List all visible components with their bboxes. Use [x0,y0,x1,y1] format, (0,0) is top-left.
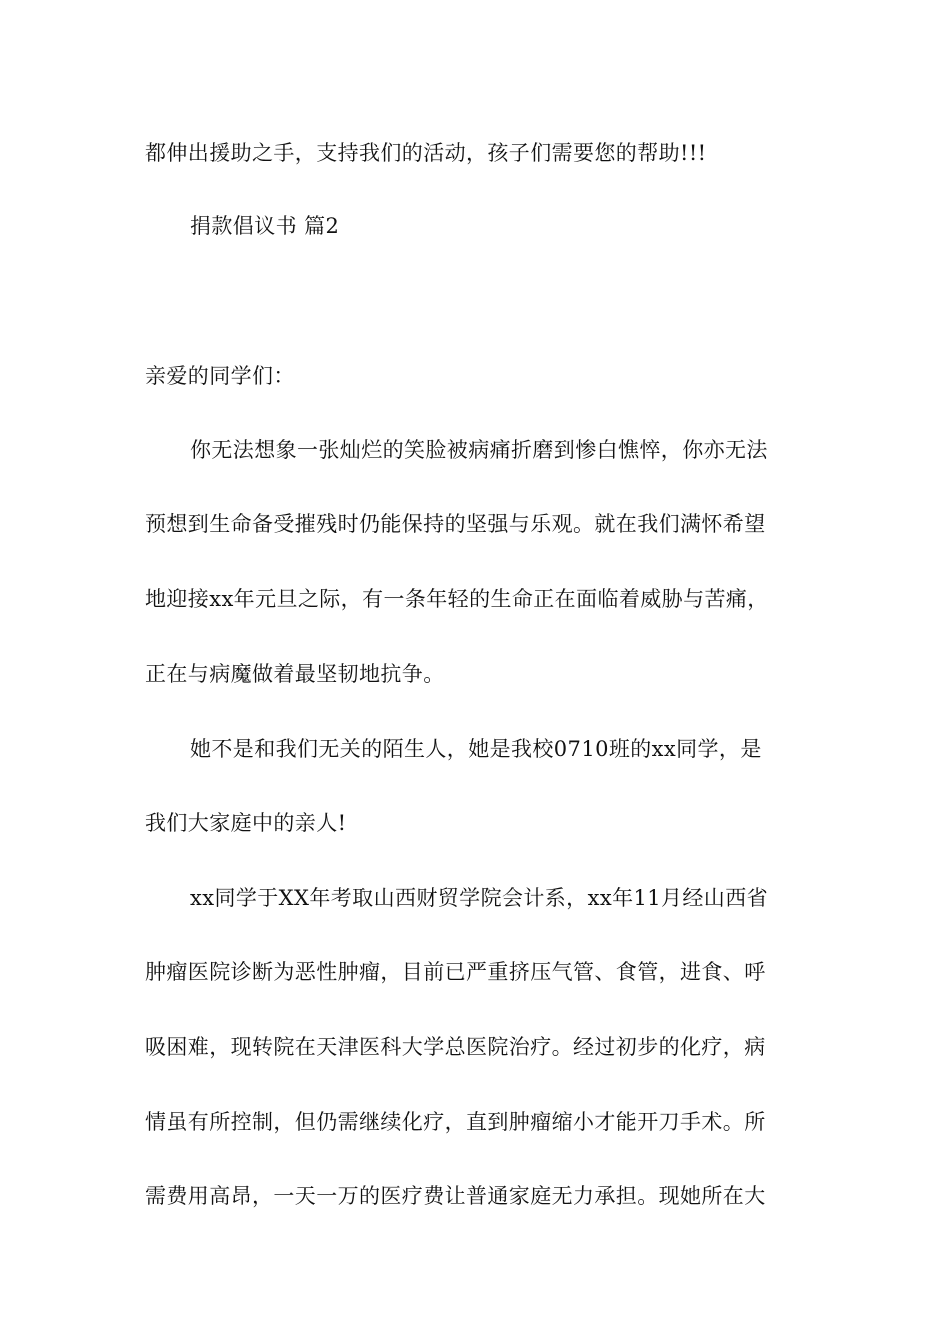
paragraph-line: 需费用高昂，一天一万的医疗费让普通家庭无力承担。现她所在大 [145,1184,766,1208]
paragraph-line: 她不是和我们无关的陌生人，她是我校0710班的xx同学，是 [190,737,762,761]
text-line: 都伸出援助之手，支持我们的活动，孩子们需要您的帮助!!! [145,141,707,165]
paragraph-line: 情虽有所控制，但仍需继续化疗，直到肿瘤缩小才能开刀手术。所 [145,1110,766,1134]
salutation: 亲爱的同学们： [145,364,295,388]
paragraph-line: 地迎接xx年元旦之际，有一条年轻的生命正在面临着威胁与苦痛， [145,587,769,611]
paragraph-line: 吸困难，现转院在天津医科大学总医院治疗。经过初步的化疗，病 [145,1035,766,1059]
section-heading: 捐款倡议书 篇2 [190,214,340,238]
paragraph-line: 预想到生命备受摧残时仍能保持的坚强与乐观。就在我们满怀希望 [145,512,766,536]
paragraph-line: 正在与病魔做着最坚韧地抗争。 [145,662,445,686]
paragraph-line: xx同学于XX年考取山西财贸学院会计系，xx年11月经山西省 [190,886,768,910]
paragraph-line: 你无法想象一张灿烂的笑脸被病痛折磨到惨白憔悴，你亦无法 [190,438,768,462]
paragraph-line: 我们大家庭中的亲人! [145,811,347,835]
paragraph-line: 肿瘤医院诊断为恶性肿瘤，目前已严重挤压气管、食管，进食、呼 [145,960,766,984]
